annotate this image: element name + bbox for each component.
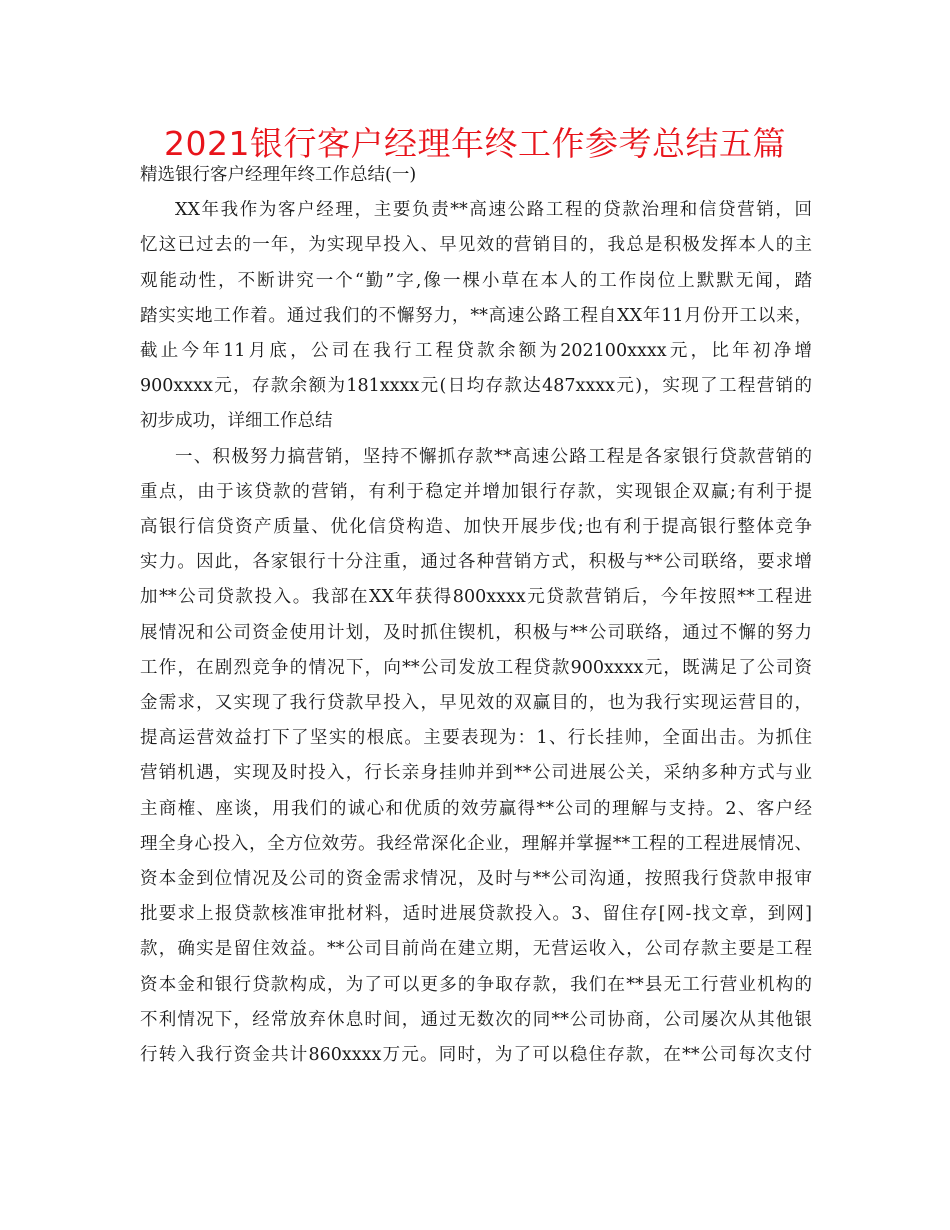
paragraph-line: 初步成功，详细工作总结 bbox=[140, 411, 333, 432]
paragraph-line: 一、积极努力搞营销，坚持不懈抓存款**高速公路工程是各家银行贷款营销的 bbox=[175, 446, 812, 467]
paragraph-line: 提高运营效益打下了坚实的根底。主要表现为：1、行长挂帅，全面出击。为抓住 bbox=[140, 728, 812, 749]
paragraph-line: 不利情况下，经常放弃休息时间，通过无数次的同**公司协商，公司屡次从其他银 bbox=[140, 1009, 812, 1030]
paragraph-line: 资本金和银行贷款构成，为了可以更多的争取存款，我们在**县无工行营业机构的 bbox=[140, 974, 812, 995]
paragraph-line: 批要求上报贷款核准审批材料，适时进展贷款投入。3、留住存[网-找文章，到网] bbox=[140, 904, 812, 925]
paragraph-line: 忆这已过去的一年，为实现早投入、早见效的营销目的，我总是积极发挥本人的主 bbox=[140, 235, 812, 256]
paragraph-line: 行转入我行资金共计860xxxx万元。同时，为了可以稳住存款，在**公司每次支付 bbox=[140, 1045, 812, 1066]
paragraph-line: 营销机遇，实现及时投入，行长亲身挂帅并到**公司进展公关，采纳多种方式与业 bbox=[140, 763, 812, 784]
document-title: 2021银行客户经理年终工作参考总结五篇 bbox=[164, 124, 786, 163]
paragraph-line: 款，确实是留住效益。**公司目前尚在建立期，无营运收入，公司存款主要是工程 bbox=[140, 939, 812, 960]
paragraph-line: 展情况和公司资金使用计划，及时抓住锲机，积极与**公司联络，通过不懈的努力 bbox=[140, 622, 812, 643]
document-body bbox=[140, 158, 812, 1073]
paragraph-line: XX年我作为客户经理，主要负责**高速公路工程的贷款治理和信贷营销，回 bbox=[175, 200, 812, 221]
paragraph-line: 900xxxx元，存款余额为181xxxx元(日均存款达487xxxx元)，实现了工程营销的 bbox=[140, 376, 812, 397]
paragraph-1 bbox=[140, 193, 812, 439]
paragraph-line: 加**公司贷款投入。我部在XX年获得800xxxx元贷款营销后，今年按照**工程进 bbox=[140, 587, 812, 608]
paragraph-line: 金需求，又实现了我行贷款早投入，早见效的双赢目的，也为我行实现运营目的， bbox=[140, 693, 812, 714]
section-heading: 精选银行客户经理年终工作总结(一) bbox=[140, 165, 417, 185]
paragraph-line: 理全身心投入，全方位效劳。我经常深化企业，理解并掌握**工程的工程进展情况、 bbox=[140, 833, 812, 854]
paragraph-line: 高银行信贷资产质量、优化信贷构造、加快开展步伐;也有利于提高银行整体竞争 bbox=[140, 517, 812, 538]
paragraph-line: 资本金到位情况及公司的资金需求情况，及时与**公司沟通，按照我行贷款申报审 bbox=[140, 869, 812, 890]
paragraph-line: 主商榷、座谈，用我们的诚心和优质的效劳赢得**公司的理解与支持。2、客户经 bbox=[140, 798, 812, 819]
paragraph-line: 重点，由于该贷款的营销，有利于稳定并增加银行存款，实现银企双赢;有利于提 bbox=[140, 481, 812, 502]
paragraph-line: 踏实实地工作着。通过我们的不懈努力，**高速公路工程自XX年11月份开工以来， bbox=[140, 305, 812, 326]
paragraph-line: 实力。因此，各家银行十分注重，通过各种营销方式，积极与**公司联络，要求增 bbox=[140, 552, 812, 573]
paragraph-2 bbox=[140, 440, 812, 1074]
paragraph-line: 截止今年11月底，公司在我行工程贷款余额为202100xxxx元，比年初净增 bbox=[140, 341, 812, 362]
paragraph-line: 工作，在剧烈竞争的情况下，向**公司发放工程贷款900xxxx元，既满足了公司资 bbox=[140, 657, 812, 678]
paragraph-line: 观能动性，不断讲究一个“勤”字,像一棵小草在本人的工作岗位上默默无闻，踏 bbox=[140, 270, 812, 291]
